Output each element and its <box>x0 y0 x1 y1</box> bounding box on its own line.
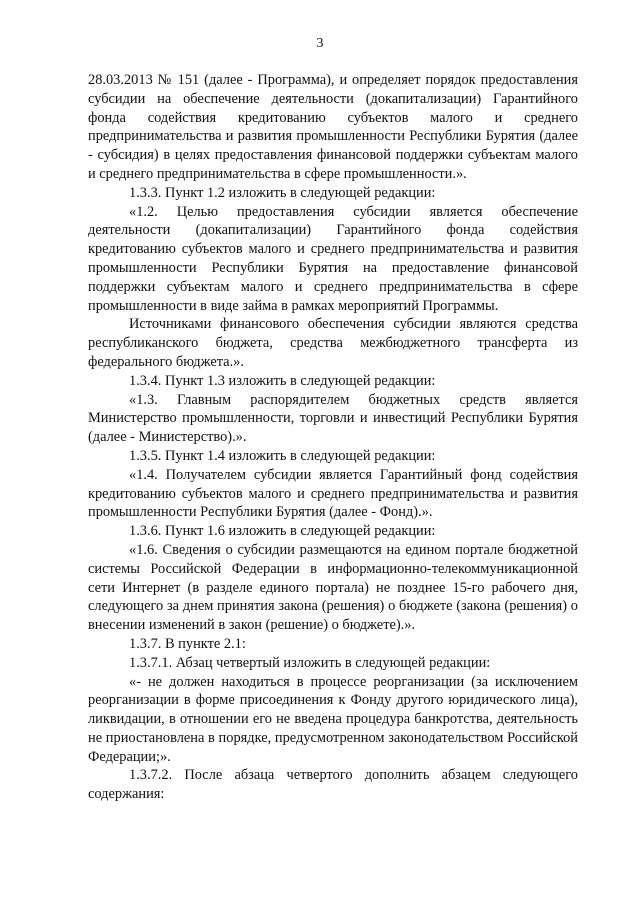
paragraph: 1.3.7. В пункте 2.1: <box>129 635 246 652</box>
paragraph: 1.3.7.1. Абзац четвертый изложить в следующей редакции: <box>129 654 491 671</box>
paragraph: «1.3. Главным распорядителем бюджетных средств является Министерство промышленности, торговли и инвестиций Республики Бурятия (далее - Министерство).». <box>88 391 578 446</box>
paragraph: 1.3.4. Пункт 1.3 изложить в следующей редакции: <box>129 372 436 389</box>
page-number: 3 <box>316 36 324 51</box>
paragraph: «1.2. Целью предоставления субсидии является обеспечение деятельности (докапитализации) Гарантийного фонда содействия кредитованию субъектов малого и среднего предпринимательства и развития промышленности Республики Бурятия на предоставление финансовой поддержки субъектам малого и среднего предпринимательства в сфере промышленности в виде займа в рамках мероприятий Программы. <box>88 203 578 314</box>
paragraph: «1.6. Сведения о субсидии размещаются на едином портале бюджетной системы Российской Федерации в информационно-телекоммуникационной сети Интернет (в разделе единого портала) не позднее 15-го рабочего дня, следующего за днем принятия закона (решения) о бюджете (закона (решения) о внесении изменений в закон (решение) о бюджете).». <box>88 541 578 634</box>
paragraph: 1.3.5. Пункт 1.4 изложить в следующей редакции: <box>129 447 436 464</box>
paragraph: «- не должен находиться в процессе реорганизации (за исключением реорганизации в форме присоединения к Фонду другого юридического лица), ликвидации, в отношении его не введена процедура банкротства, деятельность не приостановлена в порядке, предусмотренном законодательством Российской Федерации;». <box>88 673 578 765</box>
paragraph: 1.3.3. Пункт 1.2 изложить в следующей редакции: <box>129 184 436 201</box>
paragraph: 1.3.7.2. После абзаца четвертого дополнить абзацем следующего содержания: <box>88 767 578 803</box>
paragraph: 28.03.2013 № 151 (далее - Программа), и определяет порядок предоставления субсидии на обеспечение деятельности (докапитализации) Гарантийного фонда содействия кредитованию субъектов малого и среднего предпринимательства и развития промышленности Республики Бурятия (далее - субсидия) в целях предоставления финансовой поддержки субъектам малого и среднего предпринимательства в сфере промышленности.». <box>88 72 578 182</box>
paragraph: 1.3.6. Пункт 1.6 изложить в следующей редакции: <box>129 523 436 540</box>
document-body <box>88 71 578 804</box>
paragraph: Источниками финансового обеспечения субсидии являются средства республиканского бюджета, средства межбюджетного трансферта из федерального бюджета.». <box>88 316 578 370</box>
paragraph: «1.4. Получателем субсидии является Гарантийный фонд содействия кредитованию субъектов малого и среднего предпринимательства и развития промышленности Республики Бурятия (далее - Фонд).». <box>88 466 578 521</box>
